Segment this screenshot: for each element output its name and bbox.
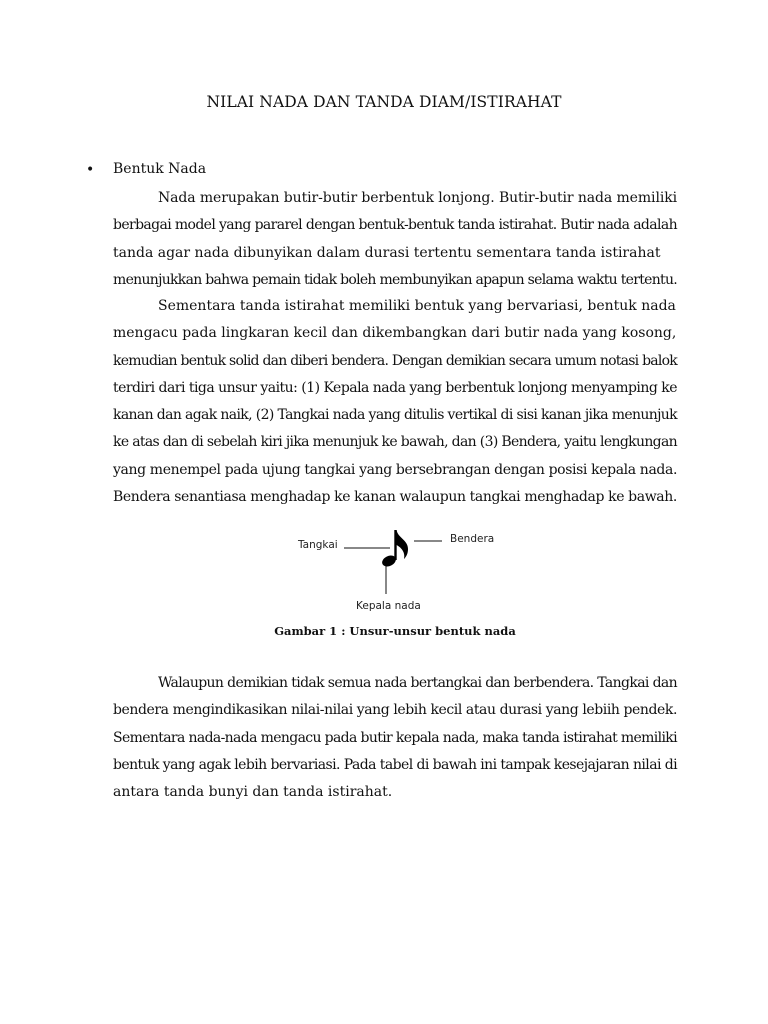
section-heading: Bentuk Nada	[113, 161, 207, 177]
paragraph-line: menunjukkan bahwa pemain tidak boleh membunyikan apapun selama waktu tertentu.	[113, 271, 677, 288]
paragraph-line: kemudian bentuk solid dan diberi bendera. Dengan demikian secara umum notasi balok	[113, 352, 677, 369]
paragraph-line: Sementara tanda istirahat memiliki bentuk yang bervariasi, bentuk nada	[158, 298, 676, 314]
paragraph-line: bendera mengindikasikan nilai-nilai yang lebih kecil atau durasi yang lebiih pendek.	[113, 702, 677, 719]
paragraph-3	[113, 670, 677, 806]
figure-caption: Gambar 1 : Unsur-unsur bentuk nada	[274, 624, 516, 638]
paragraph-line: antara tanda bunyi dan tanda istirahat.	[113, 784, 393, 801]
paragraph-2	[113, 293, 677, 511]
paragraph-line: yang menempel pada ujung tangkai yang bersebrangan dengan posisi kepala nada.	[113, 461, 678, 478]
bullet-icon: •	[86, 162, 95, 178]
paragraph-line: mengacu pada lingkaran kecil dan dikembangkan dari butir nada yang kosong,	[113, 325, 677, 342]
label-stem: Tangkai	[298, 539, 338, 551]
label-flag: Bendera	[450, 533, 495, 545]
paragraph-line: ke atas dan di sebelah kiri jika menunjuk ke bawah, dan (3) Bendera, yaitu lengkungan	[113, 434, 678, 451]
paragraph-1	[113, 185, 677, 294]
paragraph-line: bentuk yang agak lebih bervariasi. Pada tabel di bawah ini tampak kesejajaran nilai di	[113, 756, 678, 773]
paragraph-line: kanan dan agak naik, (2) Tangkai nada yang ditulis vertikal di sisi kanan jika menunjuk	[113, 407, 678, 424]
paragraph-line: Bendera senantiasa menghadap ke kanan walaupun tangkai menghadap ke bawah.	[113, 489, 677, 506]
paragraph-line: Sementara nada-nada mengacu pada butir kepala nada, maka tanda istirahat memiliki	[113, 729, 677, 746]
paragraph-line: terdiri dari tiga unsur yaitu: (1) Kepala nada yang berbentuk lonjong menyamping ke	[113, 379, 677, 396]
paragraph-line: Walaupun demikian tidak semua nada bertangkai dan berbendera. Tangkai dan	[158, 675, 678, 691]
label-note-head: Kepala nada	[356, 600, 421, 612]
note-anatomy-figure	[290, 522, 530, 618]
paragraph-line: tanda agar nada dibunyikan dalam durasi tertentu sementara tanda istirahat	[113, 244, 661, 261]
paragraph-line: berbagai model yang pararel dengan bentuk-bentuk tanda istirahat. Butir nada adalah	[113, 217, 677, 234]
page-title: NILAI NADA DAN TANDA DIAM/ISTIRAHAT	[206, 93, 562, 111]
paragraph-line: Nada merupakan butir-butir berbentuk lonjong. Butir-butir nada memiliki	[158, 190, 677, 206]
